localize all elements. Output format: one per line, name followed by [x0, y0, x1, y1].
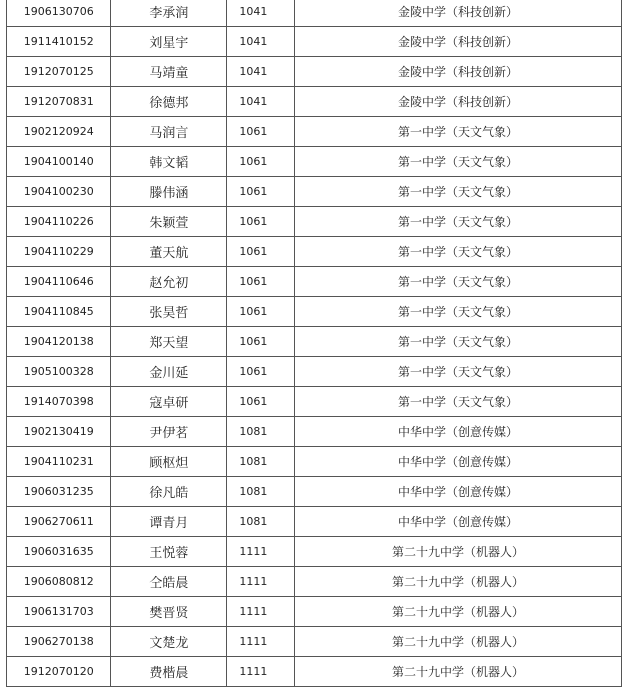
school-program-cell: 第二十九中学（机器人） [294, 597, 621, 627]
table-row [7, 447, 622, 477]
admission-list-table [6, 0, 622, 687]
student-id-cell: 1912070125 [7, 57, 111, 87]
program-code-cell: 1041 [227, 87, 295, 117]
student-name-cell: 刘星宇 [111, 27, 227, 57]
program-code-cell: 1111 [227, 627, 295, 657]
table-row [7, 297, 622, 327]
program-code-cell: 1061 [227, 177, 295, 207]
program-code-cell: 1081 [227, 447, 295, 477]
school-program-cell: 金陵中学（科技创新） [294, 27, 621, 57]
student-id-cell: 1906270611 [7, 507, 111, 537]
student-id-cell: 1906080812 [7, 567, 111, 597]
program-code-cell: 1061 [227, 117, 295, 147]
table-row [7, 507, 622, 537]
student-id-cell: 1906031635 [7, 537, 111, 567]
student-id-cell: 1906031235 [7, 477, 111, 507]
school-program-cell: 第一中学（天文气象） [294, 237, 621, 267]
school-program-cell: 金陵中学（科技创新） [294, 87, 621, 117]
student-id-cell: 1904110646 [7, 267, 111, 297]
student-name-cell: 朱颖萱 [111, 207, 227, 237]
school-program-cell: 第二十九中学（机器人） [294, 537, 621, 567]
student-id-cell: 1902130419 [7, 417, 111, 447]
school-program-cell: 金陵中学（科技创新） [294, 0, 621, 27]
student-name-cell: 王悦蓉 [111, 537, 227, 567]
table-row [7, 237, 622, 267]
school-program-cell: 第一中学（天文气象） [294, 327, 621, 357]
program-code-cell: 1041 [227, 27, 295, 57]
school-program-cell: 中华中学（创意传媒） [294, 477, 621, 507]
student-id-cell: 1912070831 [7, 87, 111, 117]
table-row [7, 597, 622, 627]
student-id-cell: 1904100140 [7, 147, 111, 177]
program-code-cell: 1061 [227, 387, 295, 417]
school-program-cell: 金陵中学（科技创新） [294, 57, 621, 87]
student-name-cell: 文楚龙 [111, 627, 227, 657]
table-row [7, 87, 622, 117]
school-program-cell: 第一中学（天文气象） [294, 387, 621, 417]
student-name-cell: 金川延 [111, 357, 227, 387]
student-id-cell: 1914070398 [7, 387, 111, 417]
program-code-cell: 1061 [227, 327, 295, 357]
student-name-cell: 尹伊茗 [111, 417, 227, 447]
school-program-cell: 中华中学（创意传媒） [294, 507, 621, 537]
student-name-cell: 张昊哲 [111, 297, 227, 327]
student-id-cell: 1904120138 [7, 327, 111, 357]
student-id-cell: 1906130706 [7, 0, 111, 27]
school-program-cell: 第一中学（天文气象） [294, 267, 621, 297]
student-name-cell: 郑天望 [111, 327, 227, 357]
student-id-cell: 1904100230 [7, 177, 111, 207]
student-name-cell: 董天航 [111, 237, 227, 267]
table-row [7, 627, 622, 657]
student-id-cell: 1911410152 [7, 27, 111, 57]
table-row [7, 477, 622, 507]
student-name-cell: 赵允初 [111, 267, 227, 297]
student-name-cell: 费楷晨 [111, 657, 227, 687]
table-row [7, 537, 622, 567]
table-row [7, 417, 622, 447]
student-id-cell: 1904110226 [7, 207, 111, 237]
program-code-cell: 1061 [227, 147, 295, 177]
student-id-cell: 1902120924 [7, 117, 111, 147]
student-name-cell: 韩文韬 [111, 147, 227, 177]
program-code-cell: 1111 [227, 537, 295, 567]
table-row [7, 567, 622, 597]
school-program-cell: 第一中学（天文气象） [294, 117, 621, 147]
program-code-cell: 1061 [227, 237, 295, 267]
program-code-cell: 1081 [227, 477, 295, 507]
school-program-cell: 第一中学（天文气象） [294, 357, 621, 387]
student-name-cell: 马润言 [111, 117, 227, 147]
program-code-cell: 1081 [227, 507, 295, 537]
student-id-cell: 1912070120 [7, 657, 111, 687]
table-row [7, 117, 622, 147]
program-code-cell: 1081 [227, 417, 295, 447]
school-program-cell: 第二十九中学（机器人） [294, 657, 621, 687]
table-row [7, 0, 622, 27]
student-name-cell: 仝皓晨 [111, 567, 227, 597]
program-code-cell: 1061 [227, 207, 295, 237]
student-id-cell: 1905100328 [7, 357, 111, 387]
student-id-cell: 1904110229 [7, 237, 111, 267]
student-name-cell: 徐凡皓 [111, 477, 227, 507]
table-row [7, 27, 622, 57]
student-name-cell: 李承润 [111, 0, 227, 27]
table-row [7, 357, 622, 387]
student-name-cell: 徐德邦 [111, 87, 227, 117]
student-name-cell: 寇卓研 [111, 387, 227, 417]
program-code-cell: 1061 [227, 267, 295, 297]
program-code-cell: 1111 [227, 567, 295, 597]
table-row [7, 207, 622, 237]
table-row [7, 657, 622, 687]
school-program-cell: 中华中学（创意传媒） [294, 417, 621, 447]
program-code-cell: 1111 [227, 597, 295, 627]
program-code-cell: 1061 [227, 357, 295, 387]
program-code-cell: 1041 [227, 57, 295, 87]
school-program-cell: 第二十九中学（机器人） [294, 567, 621, 597]
program-code-cell: 1041 [227, 0, 295, 27]
table-row [7, 387, 622, 417]
student-id-cell: 1906270138 [7, 627, 111, 657]
table-row [7, 147, 622, 177]
student-name-cell: 马靖童 [111, 57, 227, 87]
table-body [7, 0, 622, 687]
student-name-cell: 谭青月 [111, 507, 227, 537]
student-id-cell: 1904110845 [7, 297, 111, 327]
program-code-cell: 1061 [227, 297, 295, 327]
table-row [7, 267, 622, 297]
school-program-cell: 中华中学（创意传媒） [294, 447, 621, 477]
school-program-cell: 第一中学（天文气象） [294, 297, 621, 327]
student-name-cell: 樊晋贤 [111, 597, 227, 627]
student-id-cell: 1904110231 [7, 447, 111, 477]
school-program-cell: 第二十九中学（机器人） [294, 627, 621, 657]
student-id-cell: 1906131703 [7, 597, 111, 627]
table-row [7, 177, 622, 207]
student-name-cell: 滕伟涵 [111, 177, 227, 207]
table-row [7, 327, 622, 357]
student-name-cell: 顾枢炟 [111, 447, 227, 477]
school-program-cell: 第一中学（天文气象） [294, 147, 621, 177]
table-row [7, 57, 622, 87]
program-code-cell: 1111 [227, 657, 295, 687]
school-program-cell: 第一中学（天文气象） [294, 207, 621, 237]
school-program-cell: 第一中学（天文气象） [294, 177, 621, 207]
